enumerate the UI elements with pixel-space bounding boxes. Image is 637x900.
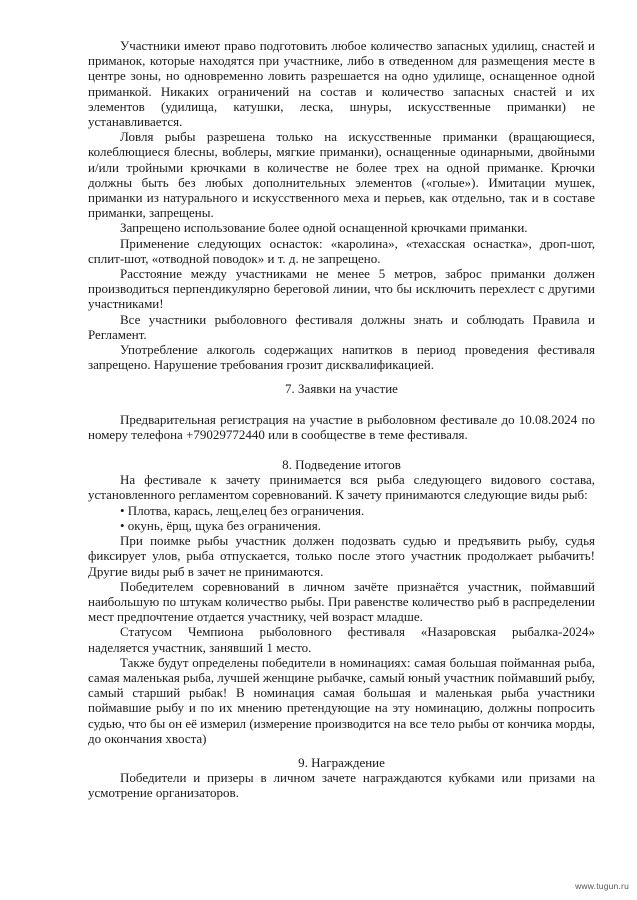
section-8-paragraph-nominations: Также будут определены победители в номинациях: самая большая пойманная рыба, самая маленькая рыба, лучшей женщине рыбачке, самый юный участник поймавший рыбу, самый старший рыбак! В номинация самая большая и маленькая рыба участники поймавшие рыбу и по их мнению претендующие на эту номинацию, должны попросить судью, что бы он её измерил (измерение производится на все тело рыбы от кончика морды, до окончания хвоста) (88, 654, 595, 746)
section-8-paragraph-winner: Победителем соревнований в личном зачёте признаётся участник, поймавший наибольшую по штукам количество рыбы. При равенстве количество рыб в распределении мест предпочтение отдается участнику, чей возраст младше. (88, 578, 595, 625)
section-9-heading: 9. Награждение (298, 754, 385, 770)
rules-paragraph-spare-tackle: Участники имеют право подготовить любое количество запасных удилищ, снастей и приманок, которые находятся при участнике, либо в отведенном для размещения месте в центре зоны, но одновременно ловить разрешается на одно удилище, оснащенное одной приманкой. Никаких ограничений на состав и количество запасных снастей и их элементов (удилища, катушки, леска, шнуры, искусственные приманки) не устанавливается. (88, 38, 595, 130)
rules-paragraph-rigs: Применение следующих оснасток: «каролина», «техасская оснастка», дроп-шот, сплит-шот, «отводной поводок» и т. д. не запрещено. (88, 235, 595, 266)
rules-paragraph-alcohol: Употребление алкоголь содержащих напитков в период проведения фестиваля запрещено. Нарушение требования грозит дисквалификацией. (88, 342, 595, 373)
section-8-intro: На фестивале к зачету принимается вся рыба следующего видового состава, установленного регламентом соревнований. К зачету принимаются следующие виды рыб: (88, 472, 595, 503)
watermark-text: www.tugun.ru (575, 881, 629, 891)
section-7-paragraph: Предварительная регистрация на участие в рыболовном фестивале до 10.08.2024 по номеру телефона +79029772440 или в сообществе в теме фестиваля. (88, 411, 595, 442)
rules-paragraph-artificial-lures: Ловля рыбы разрешена только на искусственные приманки (вращающиеся, колеблющиеся блесны, воблеры, мягкие приманки), оснащенные одинарными, двойными и/или тройными крючками в количестве не более трех на одной приманке. Крючки должны быть без любых дополнительных элементов («голые»). Имитации мушек, приманки из натурального и искусственного меха и перьев, как отдельно, так и в составе приманки, запрещены. (88, 129, 595, 221)
section-7-heading: 7. Заявки на участие (285, 381, 398, 397)
bullet-item-perch: • окунь, ёрщ, щука без ограничения. (120, 517, 321, 533)
section-9-paragraph: Победители и призеры в личном зачете награждаются кубками или призами на усмотрение организаторов. (88, 770, 595, 801)
rules-paragraph-compliance: Все участники рыболовного фестиваля должны знать и соблюдать Правила и Регламент. (88, 311, 595, 342)
section-8-paragraph-catch: При поимке рыбы участник должен подозвать судью и предъявить рыбу, судья фиксирует улов, рыба отпускается, только после этого участник продолжает рыбачить! Другие виды рыб в зачет не принимаются. (88, 533, 595, 579)
section-8-paragraph-champion: Статусом Чемпиона рыболовного фестиваля «Назаровская рыбалка-2024» наделяется участник, занявший 1 место. (88, 624, 595, 655)
section-8-heading: 8. Подведение итогов (282, 457, 401, 473)
document-page (88, 38, 595, 801)
bullet-item-roach: • Плотва, карась, лещ,елец без ограничения. (120, 502, 365, 518)
rules-paragraph-distance: Расстояние между участниками не менее 5 метров, заброс приманки должен производиться перпендикулярно береговой линии, что бы исключить перехлест с другими участниками! (88, 266, 595, 312)
rules-paragraph-single-lure: Запрещено использование более одной оснащенной крючками приманки. (120, 220, 528, 236)
